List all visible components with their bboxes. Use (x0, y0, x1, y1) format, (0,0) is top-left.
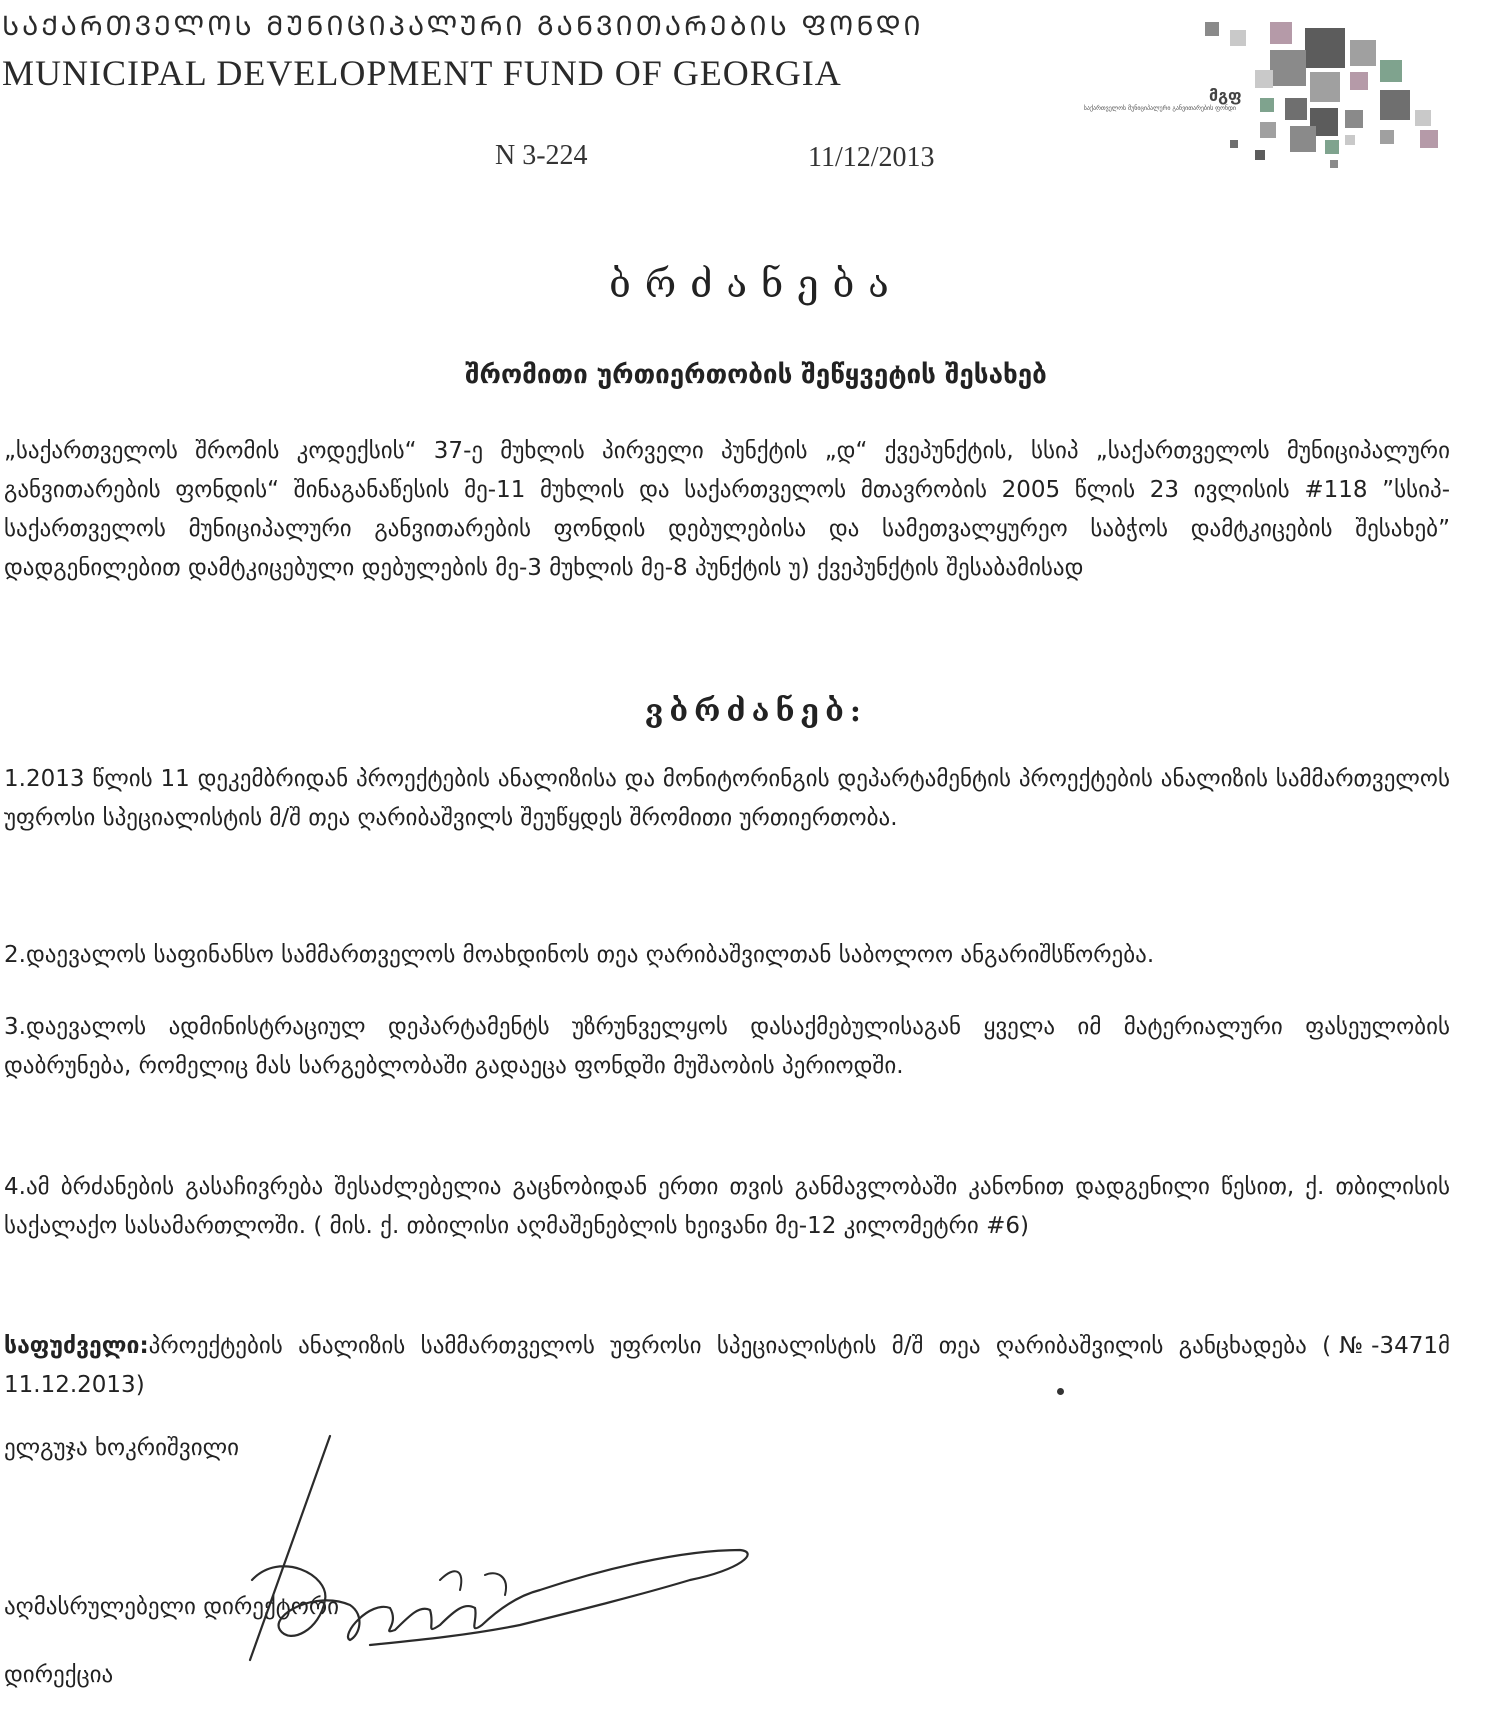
ink-dot (1057, 1388, 1064, 1395)
order-item-4: 4.ამ ბრძანების გასაჩივრება შესაძლებელია გაცნობიდან ერთი თვის განმავლობაში კანონით დადგენილი წესით, ქ. თბილისის საქალაქო სასამართლოში. ( მის. ქ. თბილისი აღმაშენებლის ხეივანი მე-12 კილომეტრი #6) (4, 1174, 1450, 1239)
signer-title: აღმასრულებელი დირექტორი (4, 1594, 340, 1620)
order-number: N 3-224 (495, 140, 588, 171)
logo-square (1345, 110, 1363, 128)
org-name-english: MUNICIPAL DEVELOPMENT FUND OF GEORGIA (2, 53, 842, 93)
logo-square (1350, 40, 1376, 66)
logo-square (1350, 72, 1368, 90)
logo-square (1305, 28, 1345, 68)
logo-square (1255, 150, 1265, 160)
document-subtitle: შრომითი ურთიერთობის შეწყვეტის შესახებ (465, 360, 1047, 390)
logo-square (1325, 140, 1339, 154)
handwritten-signature (220, 1430, 780, 1680)
logo-square (1205, 22, 1219, 36)
logo-square (1255, 70, 1273, 88)
decree-heading: ვბრძანებ: (645, 694, 867, 729)
logo-square (1345, 135, 1355, 145)
logo-square (1230, 140, 1238, 148)
order-item-1: 1.2013 წლის 11 დეკემბრიდან პროექტების ანალიზისა და მონიტორინგის დეპარტამენტის პროექტების ანალიზის სამმართველოს უფროსი სპეციალისტის მ/შ თეა ღარიბაშვილს შეუწყდეს შრომითი ურთიერთობა. (4, 766, 1450, 831)
basis-text: პროექტების ანალიზის სამმართველოს უფროსი სპეციალისტის მ/შ თეა ღარიბაშვილის განცხადება (№-3471მ 11.12.2013) (4, 1333, 1450, 1398)
logo-square (1380, 130, 1394, 144)
basis-paragraph (4, 1327, 1450, 1405)
logo-square (1260, 98, 1274, 112)
logo-subtext: საქართველოს მუნიციპალური განვითარების ფონდი (1083, 105, 1236, 112)
logo-square (1380, 60, 1402, 82)
logo-square (1420, 130, 1438, 148)
logo-square (1415, 110, 1431, 126)
logo-square (1330, 160, 1338, 168)
logo-square (1270, 50, 1306, 86)
logo-square (1380, 90, 1410, 120)
order-date: 11/12/2013 (808, 142, 935, 173)
document-title: ბრძანება (609, 262, 903, 306)
department-name: დირექცია (4, 1662, 114, 1688)
org-name-georgian: ᲡᲐᲥᲐᲠᲗᲕᲔᲚᲝᲡ ᲛᲣᲜᲘᲪᲘᲞᲐᲚᲣᲠᲘ ᲒᲐᲜᲕᲘᲗᲐᲠᲔᲑᲘᲡ ᲤᲝᲜᲓᲘ (2, 11, 924, 42)
logo-square (1270, 22, 1292, 44)
order-item-3: 3.დაევალოს ადმინისტრაციულ დეპარტამენტს უზრუნველყოს დასაქმებულისაგან ყველა იმ მატერიალური ფასეულობის დაბრუნება, რომელიც მას სარგებლობაში გადაეცა ფონდში მუშაობის პერიოდში. (4, 1014, 1450, 1079)
signer-name: ელგუჯა ხოკრიშვილი (4, 1435, 240, 1461)
logo-square (1230, 30, 1246, 46)
basis-label: საფუძველი: (4, 1333, 149, 1359)
logo-square (1285, 98, 1307, 120)
order-item-2: 2.დაევალოს საფინანსო სამმართველოს მოახდინოს თეა ღარიბაშვილთან საბოლოო ანგარიშსწორება. (4, 942, 1155, 968)
logo-square (1310, 72, 1340, 102)
preamble-paragraph: „საქართველოს შრომის კოდექსის“ 37-ე მუხლის პირველი პუნქტის „დ“ ქვეპუნქტის, სსიპ „საქართველოს მუნიციპალური განვითარების ფონდის“ შინაგანაწესის მე-11 მუხლის და საქართველოს მთავრობის 2005 წლის 23 ივლისის #118 ”სსიპ-საქართველოს მუნიციპალური განვითარების ფონდის დებულებისა და სამეთვალყურეო საბჭოს დამტკიცების შესახებ” დადგენილებით დამტკიცებული დებულების მე-3 მუხლის მე-8 პუნქტის უ) ქვეპუნქტის შესაბამისად (4, 438, 1450, 581)
logo-abbreviation: მგფ (1209, 86, 1242, 105)
logo-square (1290, 126, 1316, 152)
logo-square (1260, 122, 1276, 138)
